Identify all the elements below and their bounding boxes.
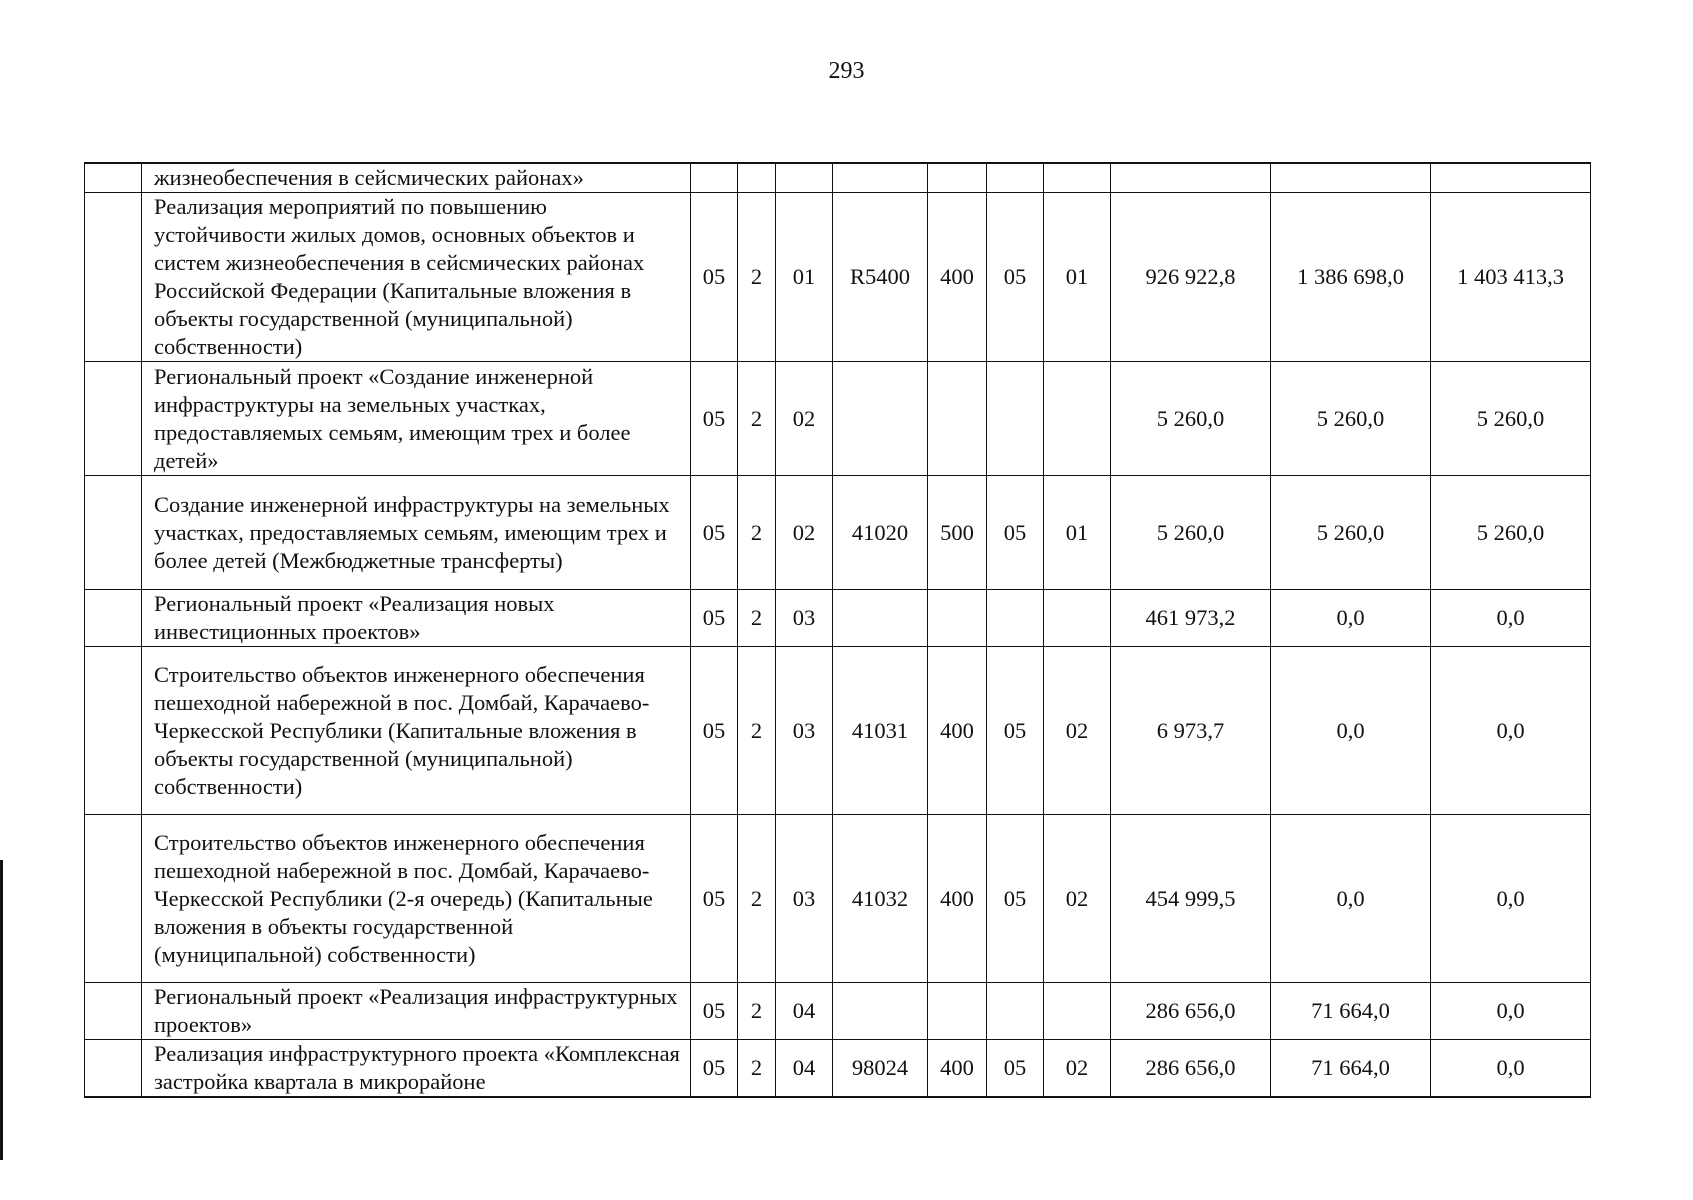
description-cell: Реализация инфраструктурного проекта «Комплексная застройка квартала в микрорайоне (142, 1040, 691, 1098)
amount-year-2-cell: 5 260,0 (1271, 362, 1431, 476)
subsection-cell: 02 (1044, 647, 1111, 815)
row-index-cell (85, 163, 142, 193)
page-number: 293 (828, 58, 865, 84)
table-row (85, 983, 1591, 1040)
section-cell (987, 983, 1044, 1040)
row-index-cell (85, 647, 142, 815)
amount-year-2-cell: 0,0 (1271, 815, 1431, 983)
expense-type-cell (928, 983, 987, 1040)
section-cell: 05 (987, 815, 1044, 983)
section-cell: 05 (987, 1040, 1044, 1098)
table-row (85, 163, 1591, 193)
amount-year-1-cell: 286 656,0 (1111, 1040, 1271, 1098)
code-2-cell: 2 (738, 476, 776, 590)
amount-year-3-cell: 0,0 (1431, 1040, 1591, 1098)
description-cell: Реализация мероприятий по повышению устойчивости жилых домов, основных объектов и систем жизнеобеспечения в сейсмических районах Российской Федерации (Капитальные вложения в объекты государственной (муниципальной) собственности) (142, 193, 691, 362)
code-2-cell: 2 (738, 815, 776, 983)
description-cell: Создание инженерной инфраструктуры на земельных участках, предоставляемых семьям, имеющим трех и более детей (Межбюджетные трансферты) (142, 476, 691, 590)
table-row (85, 362, 1591, 476)
subsection-cell: 01 (1044, 476, 1111, 590)
table-row (85, 590, 1591, 647)
amount-year-2-cell: 71 664,0 (1271, 983, 1431, 1040)
expense-type-cell (928, 590, 987, 647)
expense-type-cell: 400 (928, 647, 987, 815)
section-cell: 05 (987, 647, 1044, 815)
amount-year-2-cell: 1 386 698,0 (1271, 193, 1431, 362)
row-index-cell (85, 983, 142, 1040)
code-1-cell (691, 163, 738, 193)
amount-year-2-cell: 5 260,0 (1271, 476, 1431, 590)
amount-year-3-cell: 1 403 413,3 (1431, 193, 1591, 362)
amount-year-2-cell: 0,0 (1271, 590, 1431, 647)
target-code-cell: R5400 (833, 193, 928, 362)
expense-type-cell: 400 (928, 1040, 987, 1098)
code-1-cell: 05 (691, 476, 738, 590)
section-cell: 05 (987, 476, 1044, 590)
code-1-cell: 05 (691, 815, 738, 983)
amount-year-1-cell: 5 260,0 (1111, 362, 1271, 476)
target-code-cell: 41031 (833, 647, 928, 815)
table-row (85, 815, 1591, 983)
amount-year-1-cell: 461 973,2 (1111, 590, 1271, 647)
table-row (85, 193, 1591, 362)
description-cell: Строительство объектов инженерного обеспечения пешеходной набережной в пос. Домбай, Карачаево-Черкесской Республики (2-я очередь) (Капитальные вложения в объекты государственной (муниципальной) собственности) (142, 815, 691, 983)
budget-table (84, 162, 1591, 1098)
code-1-cell: 05 (691, 1040, 738, 1098)
code-3-cell: 03 (776, 590, 833, 647)
section-cell: 05 (987, 193, 1044, 362)
amount-year-2-cell: 0,0 (1271, 647, 1431, 815)
code-3-cell: 02 (776, 476, 833, 590)
description-cell: Строительство объектов инженерного обеспечения пешеходной набережной в пос. Домбай, Карачаево-Черкесской Республики (Капитальные вложения в объекты государственной (муниципальной) собственности) (142, 647, 691, 815)
subsection-cell (1044, 163, 1111, 193)
expense-type-cell: 400 (928, 815, 987, 983)
code-2-cell: 2 (738, 193, 776, 362)
description-cell: жизнеобеспечения в сейсмических районах» (142, 163, 691, 193)
code-2-cell: 2 (738, 647, 776, 815)
subsection-cell (1044, 590, 1111, 647)
table-row (85, 647, 1591, 815)
amount-year-1-cell: 926 922,8 (1111, 193, 1271, 362)
expense-type-cell: 500 (928, 476, 987, 590)
scan-edge-mark (0, 860, 3, 1160)
amount-year-3-cell: 0,0 (1431, 647, 1591, 815)
subsection-cell: 02 (1044, 1040, 1111, 1098)
amount-year-3-cell (1431, 163, 1591, 193)
expense-type-cell (928, 163, 987, 193)
subsection-cell (1044, 362, 1111, 476)
target-code-cell (833, 590, 928, 647)
code-1-cell: 05 (691, 362, 738, 476)
code-2-cell: 2 (738, 590, 776, 647)
amount-year-1-cell: 6 973,7 (1111, 647, 1271, 815)
amount-year-1-cell: 286 656,0 (1111, 983, 1271, 1040)
row-index-cell (85, 193, 142, 362)
amount-year-2-cell (1271, 163, 1431, 193)
subsection-cell: 02 (1044, 815, 1111, 983)
subsection-cell (1044, 983, 1111, 1040)
target-code-cell: 41020 (833, 476, 928, 590)
amount-year-3-cell: 5 260,0 (1431, 362, 1591, 476)
code-3-cell: 03 (776, 647, 833, 815)
target-code-cell (833, 362, 928, 476)
expense-type-cell: 400 (928, 193, 987, 362)
code-3-cell: 01 (776, 193, 833, 362)
expense-type-cell (928, 362, 987, 476)
row-index-cell (85, 476, 142, 590)
table-row (85, 476, 1591, 590)
description-cell: Региональный проект «Реализация новых инвестиционных проектов» (142, 590, 691, 647)
target-code-cell: 41032 (833, 815, 928, 983)
code-3-cell: 04 (776, 983, 833, 1040)
row-index-cell (85, 590, 142, 647)
amount-year-3-cell: 0,0 (1431, 983, 1591, 1040)
description-cell: Региональный проект «Реализация инфраструктурных проектов» (142, 983, 691, 1040)
section-cell (987, 362, 1044, 476)
code-1-cell: 05 (691, 647, 738, 815)
subsection-cell: 01 (1044, 193, 1111, 362)
code-3-cell: 03 (776, 815, 833, 983)
description-cell: Региональный проект «Создание инженерной инфраструктуры на земельных участках, предоставляемых семьям, имеющим трех и более детей» (142, 362, 691, 476)
target-code-cell (833, 163, 928, 193)
code-3-cell: 02 (776, 362, 833, 476)
amount-year-3-cell: 5 260,0 (1431, 476, 1591, 590)
amount-year-3-cell: 0,0 (1431, 815, 1591, 983)
code-2-cell: 2 (738, 1040, 776, 1098)
amount-year-1-cell: 454 999,5 (1111, 815, 1271, 983)
target-code-cell (833, 983, 928, 1040)
target-code-cell: 98024 (833, 1040, 928, 1098)
code-3-cell: 04 (776, 1040, 833, 1098)
code-2-cell (738, 163, 776, 193)
row-index-cell (85, 815, 142, 983)
amount-year-3-cell: 0,0 (1431, 590, 1591, 647)
amount-year-1-cell (1111, 163, 1271, 193)
code-1-cell: 05 (691, 193, 738, 362)
row-index-cell (85, 362, 142, 476)
code-2-cell: 2 (738, 983, 776, 1040)
code-2-cell: 2 (738, 362, 776, 476)
code-1-cell: 05 (691, 590, 738, 647)
amount-year-2-cell: 71 664,0 (1271, 1040, 1431, 1098)
section-cell (987, 163, 1044, 193)
code-1-cell: 05 (691, 983, 738, 1040)
code-3-cell (776, 163, 833, 193)
section-cell (987, 590, 1044, 647)
table-row (85, 1040, 1591, 1098)
row-index-cell (85, 1040, 142, 1098)
amount-year-1-cell: 5 260,0 (1111, 476, 1271, 590)
